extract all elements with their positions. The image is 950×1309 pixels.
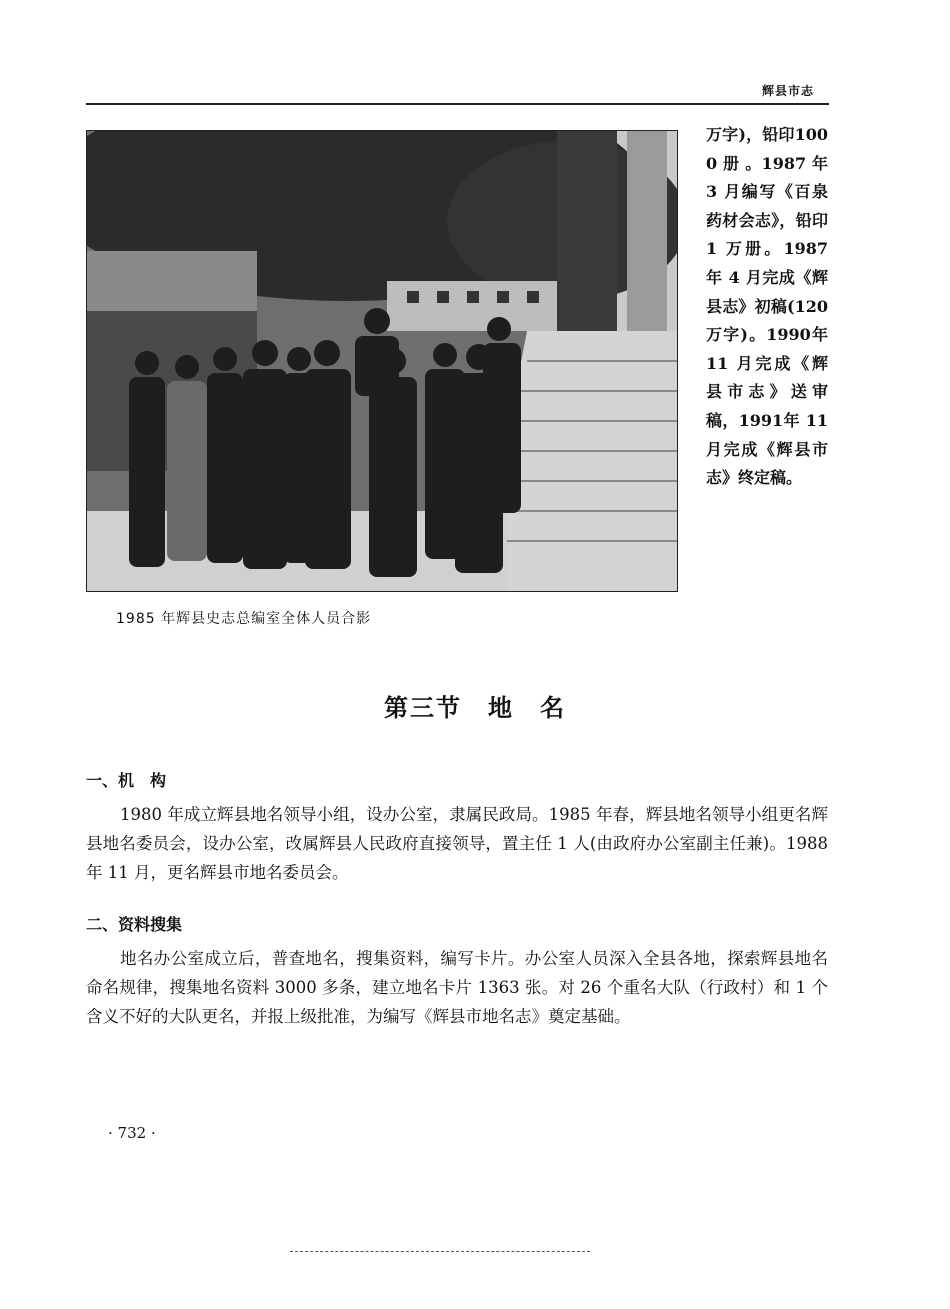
photo-caption: 1985 年辉县史志总编室全体人员合影	[116, 611, 372, 627]
running-header: 辉县市志	[761, 84, 814, 98]
group-photo-illustration	[87, 131, 677, 591]
side-column-text: 万字)，铅印1000 册 。1987 年 3 月编写《百泉药材会志》，铅印 1 万册。1987 年 4 月完成《辉县志》初稿(120万字)。1990年 11 月完成《辉县市志》送审稿，1991年 11 月完成《辉县市志》终定稿。	[706, 125, 828, 488]
paragraph-data-collection: 地名办公室成立后，普查地名，搜集资料，编写卡片。办公室人员深入全县各地，探索辉县地名命名规律，搜集地名资料 3000 多条，建立地名卡片 1363 张。对 26 个重名大队（行政村）和 1 个含义不好的大队更名，并报上级批准，为编写《辉县市地名志》奠定基础。	[86, 949, 828, 1026]
section-title: 第三节 地 名	[384, 693, 566, 722]
subsection-heading-organization: 一、机 构	[86, 771, 167, 790]
footer-rule	[290, 1251, 590, 1252]
header-rule	[86, 103, 829, 105]
page-number: · 732 ·	[108, 1124, 156, 1142]
subsection-heading-data-collection: 二、资料搜集	[86, 915, 183, 934]
group-photo	[86, 130, 678, 592]
paragraph-organization: 1980 年成立辉县地名领导小组，设办公室，隶属民政局。1985 年春，辉县地名领导小组更名辉县地名委员会，设办公室，改属辉县人民政府直接领导，置主任 1 人(由政府办公室副主任兼)。1988 年 11 月，更名辉县市地名委员会。	[86, 805, 828, 882]
